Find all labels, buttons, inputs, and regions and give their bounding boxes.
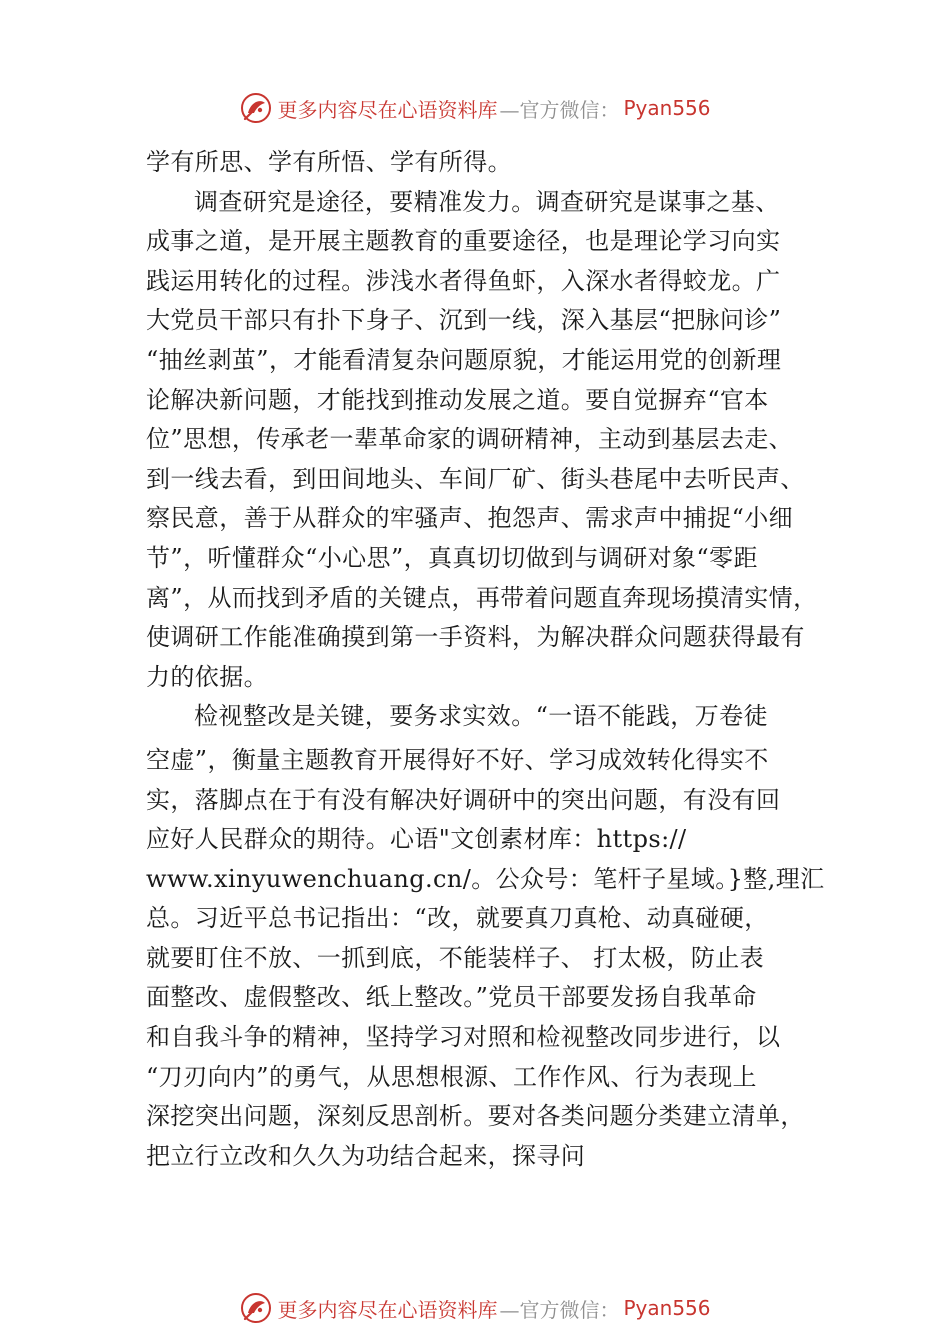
text-line: 总。习近平总书记指出：“改，就要真刀真枪、动真碰硬， xyxy=(146,904,769,933)
text-line: 离”，从而找到矛盾的关键点，再带着问题直奔现场摸清实情， xyxy=(146,583,818,612)
text-line: “刀刃向内”的勇气，从思想根源、工作作风、行为表现上 xyxy=(146,1062,757,1091)
text-line: 论解决新问题，才能找到推动发展之道。要自觉摒弃“官本 xyxy=(146,385,769,414)
footer-banner-label: —官方微信： xyxy=(499,1297,620,1322)
footer-banner xyxy=(0,1288,950,1328)
text-line: 到一线去看，到田间地头、车间厂矿、街头巷尾中去听民声、 xyxy=(146,464,805,493)
paragraph-start-line: 检视整改是关键，要务求实效。“一语不能践，万卷徒 xyxy=(194,702,768,731)
header-banner-text xyxy=(277,94,710,123)
text-line: 力的依据。 xyxy=(146,662,268,691)
header-wechat-id: Pyan556 xyxy=(623,96,711,120)
text-line: 空虚”，衡量主题教育开展得好不好、学习成效转化得实不 xyxy=(146,745,769,774)
text-line: 应好人民群众的期待。心语"文创素材库：https:// xyxy=(146,825,687,854)
text-line: 位”思想，传承老一辈革命家的调研精神，主动到基层去走、 xyxy=(146,425,794,454)
text-line: 面整改、虚假整改、纸上整改。”党员干部要发扬自我革命 xyxy=(146,983,757,1012)
paragraph-start-line: 调查研究是途径，要精准发力。调查研究是谋事之基、 xyxy=(194,187,780,216)
footer-wechat-id: Pyan556 xyxy=(623,1296,711,1320)
text-line: 节”，听懂群众“小心思”，真真切切做到与调研对象“零距 xyxy=(146,543,758,572)
text-line: 践运用转化的过程。涉浅水者得鱼虾，入深水者得蛟龙。广 xyxy=(146,266,781,295)
brand-logo-icon xyxy=(239,1291,273,1325)
text-line: 成事之道，是开展主题教育的重要途径，也是理论学习向实 xyxy=(146,227,781,256)
text-line: 实，落脚点在于有没有解决好调研中的突出问题，有没有回 xyxy=(146,785,781,814)
footer-banner-title: 更多内容尽在心语资料库 xyxy=(277,1297,498,1322)
text-line: 大党员干部只有扑下身子、沉到一线，深入基层“把脉问诊” xyxy=(146,306,782,335)
document-body xyxy=(146,143,826,1176)
text-line: 察民意，善于从群众的牢骚声、抱怨声、需求声中捕捉“小细 xyxy=(146,504,794,533)
text-line: 就要盯住不放、一抓到底，不能装样子、 打太极，防止表 xyxy=(146,943,765,972)
text-line: 和自我斗争的精神，坚持学习对照和检视整改同步进行，以 xyxy=(146,1023,781,1052)
text-line: “抽丝剥茧”，才能看清复杂问题原貌，才能运用党的创新理 xyxy=(146,345,782,374)
footer-banner-text xyxy=(277,1294,710,1323)
header-banner xyxy=(0,88,950,128)
text-line: 把立行立改和久久为功结合起来，探寻问 xyxy=(146,1141,586,1170)
text-line: 深挖突出问题，深刻反思剖析。要对各类问题分类建立清单， xyxy=(146,1102,805,1131)
text-line: 学有所思、学有所悟、学有所得。 xyxy=(146,148,512,176)
header-banner-title: 更多内容尽在心语资料库 xyxy=(277,97,498,122)
text-line: www.xinyuwenchuang.cn/。公众号：笔杆子星域。}整,理汇 xyxy=(146,864,825,893)
header-banner-label: —官方微信： xyxy=(499,97,620,122)
brand-logo-icon xyxy=(239,91,273,125)
text-line: 使调研工作能准确摸到第一手资料，为解决群众问题获得最有 xyxy=(146,623,805,652)
